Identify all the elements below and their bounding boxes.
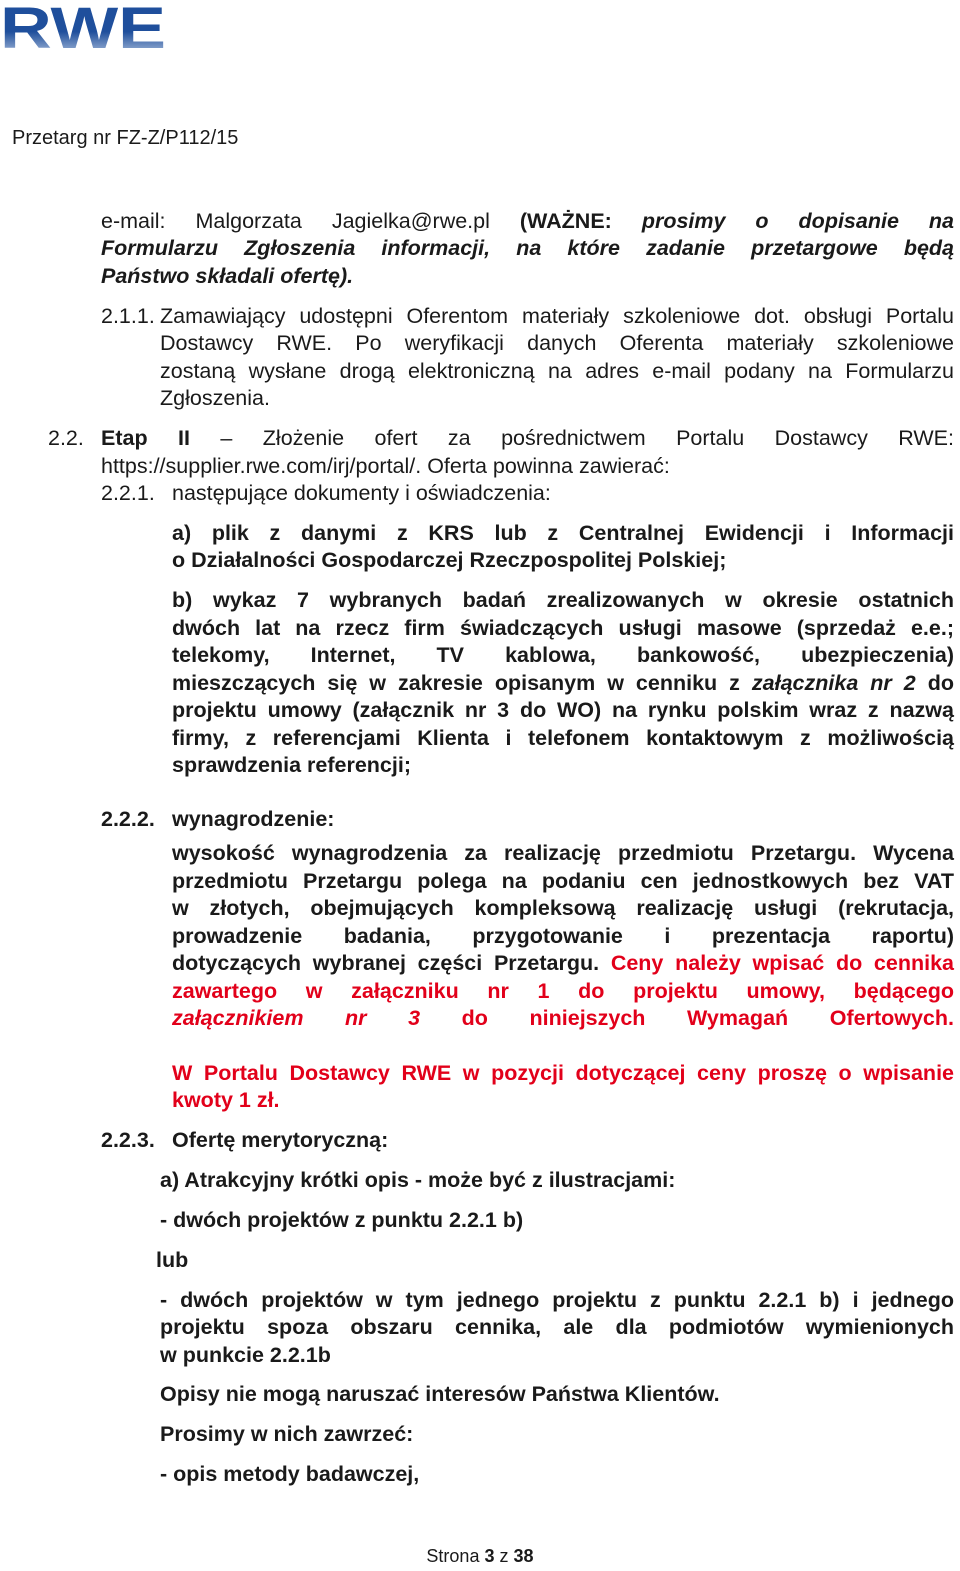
email-line-2: Formularzu Zgłoszenia informacji, na które zadanie przetargowe będą xyxy=(101,236,954,260)
portal-url: https://supplier.rwe.com/irj/portal/. Oferta powinna zawierać: xyxy=(101,454,670,478)
s221-a-line-1: a) plik z danymi z KRS lub z Centralnej Ewidencji i Informacji xyxy=(172,521,954,545)
price-note-line-1: W Portalu Dostawcy RWE w pozycji dotyczącej ceny proszę o wpisanie xyxy=(172,1061,954,1085)
rwe-logo xyxy=(0,0,170,60)
s223-title: Ofertę merytoryczną: xyxy=(172,1128,389,1152)
s222-line-4: prowadzenie badania, przygotowanie i prezentacja raportu) xyxy=(172,924,954,948)
s211-line-3: zostaną wysłane drogą elektroniczną na adres e-mail podany na Formularzu xyxy=(160,359,954,383)
tender-reference: Przetarg nr FZ-Z/P112/15 xyxy=(12,127,239,149)
s221-b-line-7: sprawdzenia referencji; xyxy=(172,753,411,777)
s222-line-6: zawartego w załączniku nr 1 do projektu umowy, będącego xyxy=(172,979,954,1003)
s221-title: następujące dokumenty i oświadczenia: xyxy=(172,481,551,505)
section-number: 2.2. xyxy=(48,426,84,450)
section-number: 2.1.1. xyxy=(101,304,155,328)
s221-b-line-3: telekomy, Internet, TV kablowa, bankowość, ubezpieczenia) xyxy=(172,643,954,667)
s211-line-1: Zamawiający udostępni Oferentom materiały szkoleniowe dot. obsługi Portalu xyxy=(160,304,954,328)
s221-b-line-5: projektu umowy (załącznik nr 3 do WO) na rynku polskim wraz z nazwą xyxy=(172,698,954,722)
s223-or: lub xyxy=(156,1248,189,1272)
s223-opisy: Opisy nie mogą naruszać interesów Państwa Klientów. xyxy=(160,1382,720,1406)
s222-line-1: wysokość wynagrodzenia za realizację przedmiotu Przetargu. Wycena xyxy=(172,841,954,865)
s222-line-3: w złotych, obejmujących kompleksową realizację usługi (rekrutacja, xyxy=(172,896,954,920)
s221-b-line-6: firmy, z referencjami Klienta i telefonem kontaktowym z możliwością xyxy=(172,726,954,750)
svg-text:RWE: RWE xyxy=(0,0,166,60)
page-total: 38 xyxy=(513,1546,534,1566)
s221-a-line-2: o Działalności Gospodarczej Rzeczpospolitej Polskiej; xyxy=(172,548,727,572)
s211-line-2: Dostawcy RWE. Po weryfikacji danych Oferenta materiały szkoleniowe xyxy=(160,331,954,355)
s223-a: a) Atrakcyjny krótki opis - może być z ilustracjami: xyxy=(160,1168,676,1192)
s222-line-5: dotyczących wybranej części Przetargu. Ceny należy wpisać do cennika xyxy=(172,951,954,975)
email-line-3: Państwo składali ofertę). xyxy=(101,264,354,288)
section-number: 2.2.1. xyxy=(101,481,155,505)
s221-b-line-2: dwóch lat na rzecz firm świadczących usługi masowe (sprzedaż e.e.; xyxy=(172,616,954,640)
section-number: 2.2.3. xyxy=(101,1128,155,1152)
s211-line-4: Zgłoszenia. xyxy=(160,386,270,410)
section-number: 2.2.2. xyxy=(101,807,155,831)
s22-line-1: Etap II – Złożenie ofert za pośrednictwem Portalu Dostawcy RWE: xyxy=(101,426,954,450)
s223-prosimy: Prosimy w nich zawrzeć: xyxy=(160,1422,414,1446)
s221-b-line-1: b) wykaz 7 wybranych badań zrealizowanych w okresie ostatnich xyxy=(172,588,954,612)
s223-dash-2-line-1: - dwóch projektów w tym jednego projektu z punktu 2.2.1 b) i jednego xyxy=(160,1288,954,1312)
s222-line-7: załącznikiem nr 3 do niniejszych Wymagań Ofertowych. xyxy=(172,1006,954,1030)
page-number: 3 xyxy=(484,1546,495,1566)
s223-dash-1: - dwóch projektów z punktu 2.2.1 b) xyxy=(160,1208,524,1232)
s221-b-line-4: mieszczących się w zakresie opisanym w cenniku z załącznika nr 2 do xyxy=(172,671,954,695)
price-note-line-2: kwoty 1 zł. xyxy=(172,1088,280,1112)
s223-dash-2-line-3: w punkcie 2.2.1b xyxy=(160,1343,331,1367)
page-footer: Strona 3 z 38 xyxy=(426,1546,534,1566)
s222-line-2: przedmiotu Przetargu polega na podaniu cen jednostkowych bez VAT xyxy=(172,869,954,893)
s222-title: wynagrodzenie: xyxy=(172,807,335,831)
email-line-1: e-mail: Malgorzata Jagielka@rwe.pl (WAŻNE: prosimy o dopisanie na xyxy=(101,209,954,233)
s223-metoda: - opis metody badawczej, xyxy=(160,1462,420,1486)
s223-dash-2-line-2: projektu spoza obszaru cennika, ale dla podmiotów wymienionych xyxy=(160,1315,954,1339)
